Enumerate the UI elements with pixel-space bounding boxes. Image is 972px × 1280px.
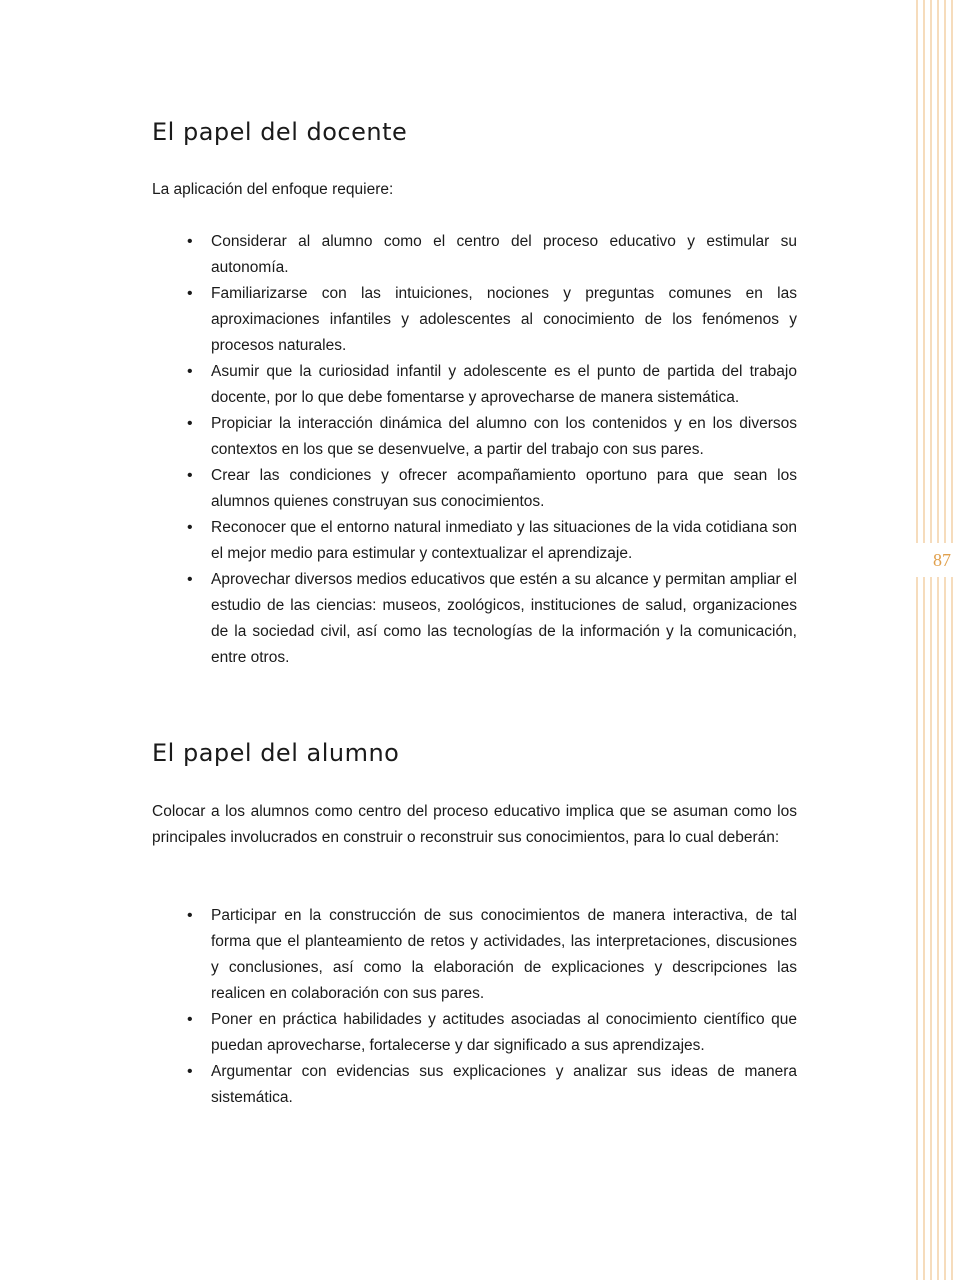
bullet-icon: • bbox=[187, 233, 193, 250]
list-item-text: Aprovechar diversos medios educativos que estén a su alcance y permitan ampliar el estudio de las ciencias: museos, zoológicos, instituciones de salud, organizaciones de la sociedad civil, así como las tecnologías de la información y la comunicación, entre otros. bbox=[211, 571, 797, 666]
list-item bbox=[152, 903, 797, 1007]
list-item bbox=[152, 411, 797, 463]
bullet-icon: • bbox=[187, 1011, 193, 1028]
list-item bbox=[152, 281, 797, 359]
list-item bbox=[152, 515, 797, 567]
bullet-icon: • bbox=[187, 363, 193, 380]
list-item-text: Reconocer que el entorno natural inmediato y las situaciones de la vida cotidiana son el mejor medio para estimular y contextualizar el aprendizaje. bbox=[211, 519, 797, 562]
list-item bbox=[152, 1059, 797, 1111]
list-item-text: Crear las condiciones y ofrecer acompañamiento oportuno para que sean los alumnos quienes construyan sus conocimientos. bbox=[211, 467, 797, 510]
section-title-docente: El papel del docente bbox=[152, 118, 408, 146]
section-alumno bbox=[152, 739, 797, 767]
list-item bbox=[152, 229, 797, 281]
alumno-bullet-list bbox=[152, 903, 797, 1111]
section-title-alumno: El papel del alumno bbox=[152, 739, 400, 767]
docente-bullet-list bbox=[152, 229, 797, 671]
margin-stripe bbox=[937, 0, 939, 1280]
list-item bbox=[152, 1007, 797, 1059]
list-item bbox=[152, 567, 797, 671]
margin-stripe bbox=[930, 0, 932, 1280]
section-docente bbox=[152, 118, 797, 146]
list-item-text: Asumir que la curiosidad infantil y adolescente es el punto de partida del trabajo docente, por lo que debe fomentarse y aprovecharse de manera sistemática. bbox=[211, 363, 797, 406]
bullet-icon: • bbox=[187, 519, 193, 536]
list-item-text: Poner en práctica habilidades y actitudes asociadas al conocimiento científico que puedan aprovecharse, fortalecerse y dar significado a sus aprendizajes. bbox=[211, 1011, 797, 1054]
margin-stripe bbox=[923, 0, 925, 1280]
list-item-text: Propiciar la interacción dinámica del alumno con los contenidos y en los diversos contextos en los que se desenvuelve, a partir del trabajo con sus pares. bbox=[211, 415, 797, 458]
section-intro-alumno: Colocar a los alumnos como centro del proceso educativo implica que se asuman como los principales involucrados en construir o reconstruir sus conocimientos, para lo cual deberán: bbox=[152, 803, 797, 846]
section-docente-intro-wrap bbox=[152, 177, 797, 203]
bullet-icon: • bbox=[187, 285, 193, 302]
bullet-icon: • bbox=[187, 467, 193, 484]
list-item-text: Participar en la construcción de sus conocimientos de manera interactiva, de tal forma que el planteamiento de retos y actividades, las interpretaciones, discusiones y conclusiones, así como la elaboración de explicaciones y descripciones las realicen en colaboración con sus pares. bbox=[211, 907, 797, 1002]
list-item-text: Considerar al alumno como el centro del proceso educativo y estimular su autonomía. bbox=[211, 233, 797, 276]
margin-stripe bbox=[951, 0, 953, 1280]
list-item-text: Argumentar con evidencias sus explicaciones y analizar sus ideas de manera sistemática. bbox=[211, 1063, 797, 1106]
list-item bbox=[152, 463, 797, 515]
bullet-icon: • bbox=[187, 571, 193, 588]
list-item bbox=[152, 359, 797, 411]
bullet-icon: • bbox=[187, 415, 193, 432]
section-intro-docente: La aplicación del enfoque requiere: bbox=[152, 181, 394, 198]
section-alumno-intro-wrap bbox=[152, 799, 797, 851]
docente-list-wrap bbox=[152, 229, 797, 671]
bullet-icon: • bbox=[187, 1063, 193, 1080]
list-item-text: Familiarizarse con las intuiciones, nociones y preguntas comunes en las aproximaciones infantiles y adolescentes al conocimiento de los fenómenos y procesos naturales. bbox=[211, 285, 797, 354]
margin-stripe bbox=[944, 0, 946, 1280]
margin-stripe bbox=[916, 0, 918, 1280]
page-number: 87 bbox=[912, 543, 972, 577]
alumno-list-wrap bbox=[152, 903, 797, 1111]
bullet-icon: • bbox=[187, 907, 193, 924]
